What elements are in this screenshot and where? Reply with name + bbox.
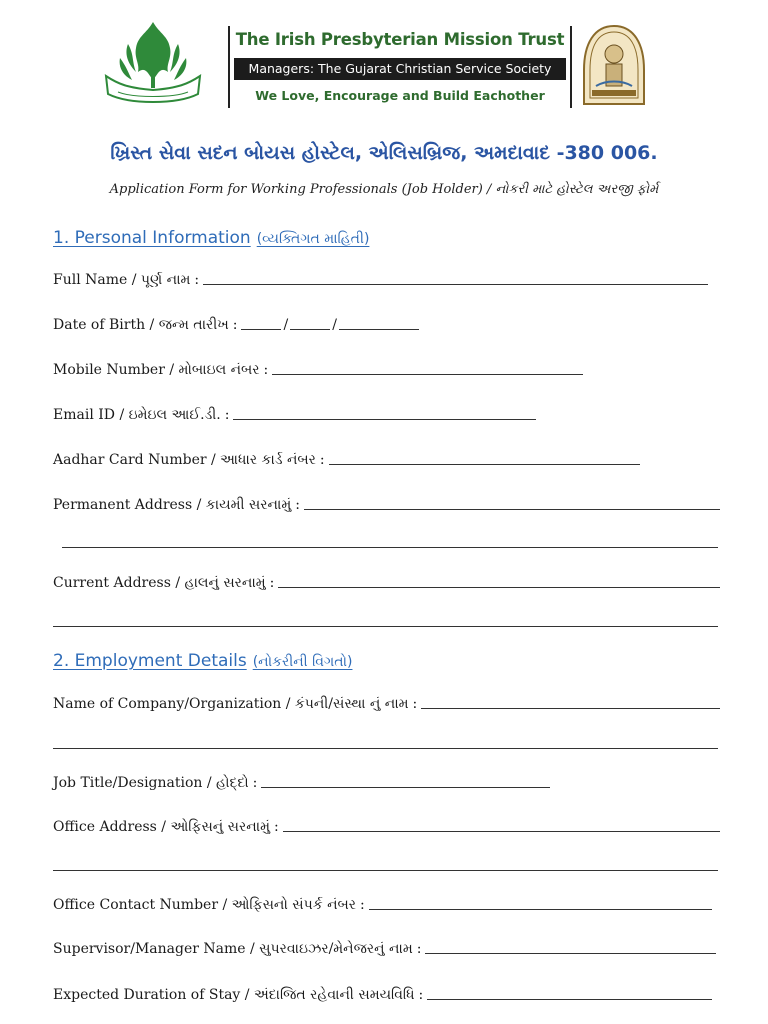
letterhead: [0, 0, 768, 120]
company-name-field[interactable]: Name of Company/Organization / કંપની/સંસ્થા નું નામ :: [53, 690, 720, 712]
dob-field[interactable]: Date of Birth / જન્મ તારીખ : / /: [53, 311, 720, 333]
section-title-employment: [53, 651, 352, 671]
office-contact-field[interactable]: Office Contact Number / ઓફિસનો સંપર્ક નંબર :: [53, 891, 712, 913]
section-title-personal: [53, 228, 369, 248]
office-address-line[interactable]: [283, 814, 720, 832]
permanent-address-line-2[interactable]: [62, 547, 718, 549]
field-label: Current Address / હાલનું સરનામું: [53, 575, 266, 591]
hostel-heading: ખ્રિસ્ત સેવા સદન બોયસ હોસ્ટેલ, એલિસબ્રિજ, અમદાવાદ -380 006.: [110, 142, 658, 164]
office-address-field[interactable]: Office Address / ઓફિસનું સરનામું :: [53, 813, 720, 835]
permanent-address-field[interactable]: Permanent Address / કાયમી સરનામું :: [53, 491, 720, 513]
job-title-field[interactable]: Job Title/Designation / હોદ્દો :: [53, 769, 550, 791]
field-label: Expected Duration of Stay / અંદાજિત રહેવાની સમયવિધિ: [53, 987, 415, 1003]
current-address-line[interactable]: [278, 570, 720, 588]
section-title-text: 1. Personal Information: [53, 228, 251, 248]
company-name-line[interactable]: [421, 691, 720, 709]
mobile-number-line[interactable]: [272, 357, 583, 375]
dob-year-line[interactable]: [339, 312, 419, 330]
office-contact-line[interactable]: [369, 892, 712, 910]
field-label: Aadhar Card Number / આધાર કાર્ડ નંબર: [53, 452, 316, 468]
managers-bar: Managers: The Gujarat Christian Service Society: [234, 58, 566, 80]
mobile-number-field[interactable]: Mobile Number / મોબાઇલ નંબર :: [53, 356, 583, 378]
form-subtitle: Application Form for Working Professionals (Job Holder) / નોકરી માટે હોસ્ટેલ અરજી ફોર્મ: [109, 182, 659, 197]
dob-day-line[interactable]: [241, 312, 281, 330]
office-address-line-2[interactable]: [53, 870, 718, 872]
field-label: Office Address / ઓફિસનું સરનામું: [53, 819, 270, 835]
current-address-field[interactable]: Current Address / હાલનું સરનામું :: [53, 569, 720, 591]
duration-of-stay-field[interactable]: Expected Duration of Stay / અંદાજિત રહેવાની સમયવિધિ :: [53, 981, 712, 1003]
field-label: Permanent Address / કાયમી સરનામું: [53, 497, 292, 513]
trust-name: The Irish Presbyterian Mission Trust: [235, 30, 565, 49]
trust-title-block: [228, 26, 572, 108]
permanent-address-line[interactable]: [304, 492, 720, 510]
supervisor-name-field[interactable]: Supervisor/Manager Name / સુપરવાઇઝર/મેનેજરનું નામ :: [53, 935, 716, 957]
email-field[interactable]: Email ID / ઇમેઇલ આઈ.ડી. :: [53, 401, 536, 423]
section-title-gujarati: (નોકરીની વિગતો): [252, 654, 353, 670]
aadhar-line[interactable]: [329, 447, 640, 465]
full-name-line[interactable]: [203, 267, 708, 285]
aadhar-field[interactable]: Aadhar Card Number / આધાર કાર્ડ નંબર :: [53, 446, 640, 468]
field-label: Office Contact Number / ઓફિસનો સંપર્ક નંબર: [53, 897, 356, 913]
email-line[interactable]: [233, 402, 536, 420]
section-title-text: 2. Employment Details: [53, 651, 247, 671]
field-label: Full Name / પૂર્ણ નામ: [53, 272, 191, 288]
motto: We Love, Encourage and Build Eachother: [255, 88, 545, 103]
field-label: Date of Birth / જન્મ તારીખ: [53, 317, 229, 333]
job-title-line[interactable]: [261, 770, 550, 788]
field-label: Mobile Number / મોબાઇલ નંબર: [53, 362, 260, 378]
supervisor-name-line[interactable]: [425, 936, 716, 954]
field-label: Job Title/Designation / હોદ્દો: [53, 775, 249, 791]
society-seal-logo: [582, 24, 646, 108]
dob-month-line[interactable]: [290, 312, 330, 330]
company-name-line-2[interactable]: [53, 748, 718, 750]
field-label: Name of Company/Organization / કંપની/સંસ્થા નું નામ: [53, 696, 409, 712]
section-title-gujarati: (વ્યક્તિગત માહિતી): [256, 231, 370, 247]
duration-of-stay-line[interactable]: [427, 982, 712, 1000]
burning-bush-logo: [98, 14, 208, 108]
full-name-field[interactable]: Full Name / પૂર્ણ નામ :: [53, 266, 708, 288]
field-label: Email ID / ઇમેઇલ આઈ.ડી.: [53, 407, 221, 423]
field-label: Supervisor/Manager Name / સુપરવાઇઝર/મેનેજરનું નામ: [53, 941, 413, 957]
current-address-line-2[interactable]: [53, 626, 718, 628]
